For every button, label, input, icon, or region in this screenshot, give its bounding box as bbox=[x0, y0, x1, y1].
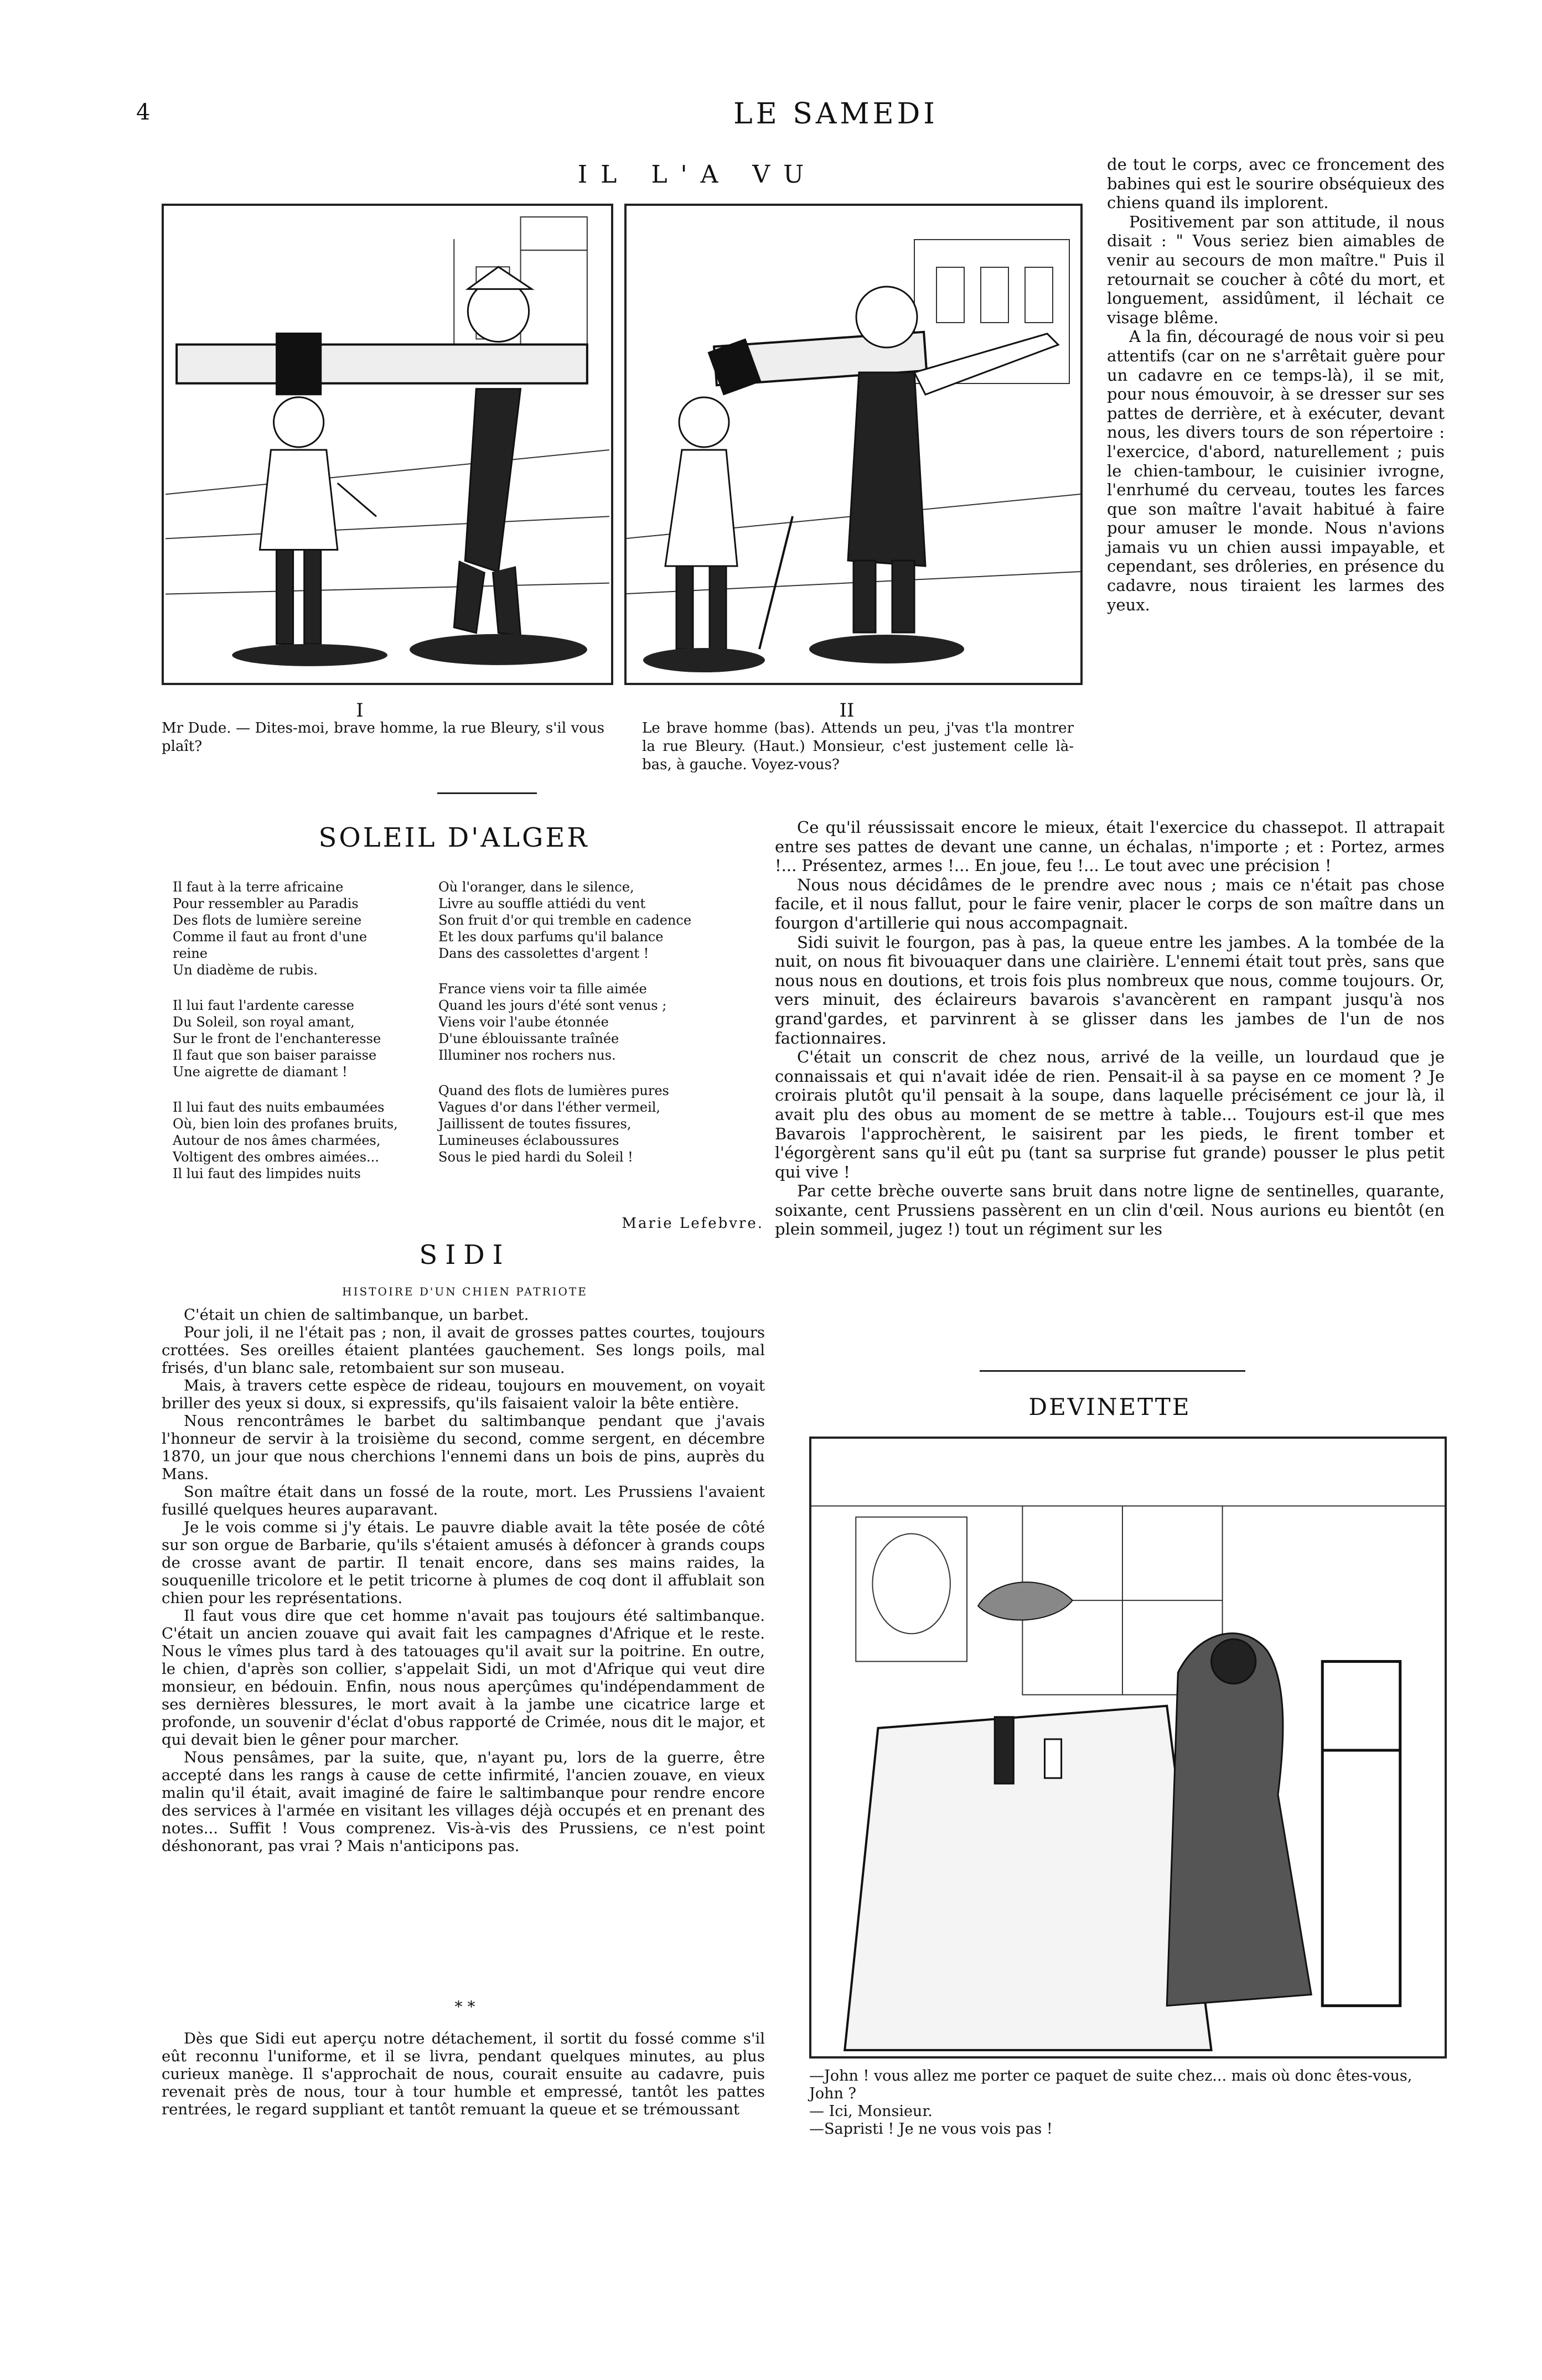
poem-stanza: Il lui faut des nuits embaumées Où, bien loin des profanes bruits, Autour de nos âmes charmées, Voltigent des ombres aimées... Il lui faut des limpides nuits bbox=[173, 1100, 398, 1181]
devinette-title: DEVINETTE bbox=[1028, 1393, 1191, 1420]
sidi-title: SIDI bbox=[419, 1240, 511, 1271]
cartoon-panel-2 bbox=[624, 204, 1083, 685]
soleil-title: SOLEIL D'ALGER bbox=[318, 822, 589, 853]
story-paragraph: C'était un conscrit de chez nous, arrivé de la veille, un lourdaud que je connaissais et qui n'avait idée de rien. Pensait-il à sa payse en ce moment ? Je croirais plutôt qu'il pensait à la soupe, dans laquelle précisément ce jour là, il avait plu des obus au moment de se mettre à table... Toujours est-il que mes Bavarois l'approchèrent, le saisirent par les pieds, le firent tomber et l'égorgèrent sans qu'il eût pu (tant sa surprise fut grande) pousser le plus petit qui vive ! bbox=[775, 1048, 1445, 1181]
poem-stanza: Quand des flots de lumières pures Vagues d'or dans l'éther vermeil, Jaillissent de toutes fissures, Lumineuses éclaboussures Sous le pied hardi du Soleil ! bbox=[438, 1083, 669, 1165]
story-paragraph: Ce qu'il réussissait encore le mieux, était l'exercice du chassepot. Il attrapait entre ses pattes de devant une canne, un échalas, n'importe ; et : Portez, armes !... Présentez, armes !... En joue, feu !... Le tout avec une précision ! bbox=[775, 818, 1445, 875]
panel-1-number: I bbox=[356, 699, 364, 722]
poem-right-column bbox=[438, 879, 748, 1165]
story-paragraph: Son maître était dans un fossé de la route, mort. Les Prussiens l'avaient fusillé quelques heures auparavant. bbox=[162, 1483, 765, 1518]
story-paragraph: de tout le corps, avec ce froncement des babines qui est le sourire obséquieux des chiens quand ils implorent. bbox=[1107, 155, 1445, 212]
story-paragraph: Positivement par son attitude, il nous disait : " Vous seriez bien aimables de venir au secours de mon maître." Puis il retournait se coucher à côté du mort, et longuement, assidûment, il léchait ce visage blême. bbox=[1107, 212, 1445, 327]
divider-line bbox=[437, 792, 537, 794]
sidi-story-left bbox=[162, 1306, 765, 1855]
story-paragraph: Nous nous décidâmes de le prendre avec nous ; mais ce n'était pas chose facile, et il nous fallut, pour le faire venir, placer le corps de son maître dans un fourgon d'artillerie qui nous accompagnait. bbox=[775, 875, 1445, 932]
section-stars: * * bbox=[454, 1998, 475, 2016]
newspaper-title: LE SAMEDI bbox=[733, 97, 938, 131]
story-paragraph: Par cette brèche ouverte sans bruit dans notre ligne de sentinelles, quarante, soixante, cent Prussiens passèrent en un clin d'œil. Nous aurions eu bientôt (en plein sommeil, jugez !) tout un régiment sur les bbox=[775, 1181, 1445, 1239]
poem-stanza: Où l'oranger, dans le silence, Livre au souffle attiédi du vent Son fruit d'or qui tremble en cadence Et les doux parfums qu'il balance Dans des cassolettes d'argent ! bbox=[438, 879, 692, 961]
devinette-caption: —John ! vous allez me porter ce paquet de suite chez... mais où donc êtes-vous, John ? — Ici, Monsieur. —Sapristi ! Je ne vous vois pas ! bbox=[809, 2067, 1412, 2138]
divider-line bbox=[980, 1370, 1245, 1372]
cartoon-illustration-1 bbox=[164, 206, 611, 683]
panel-1-caption: Mr Dude. — Dites-moi, brave homme, la rue Bleury, s'il vous plaît? bbox=[162, 720, 604, 755]
story-paragraph: Nous pensâmes, par la suite, que, n'ayant pu, lors de la guerre, être accepté dans les rangs à cause de cette infirmité, l'ancien zouave, en vieux malin qu'il était, avait imaginé de faire le saltimbanque pour rendre encore des services à l'armée en visitant les villages déjà occupés et en prenant des notes... Suffit ! Vous comprenez. Vis-à-vis des Prussiens, ce n'est point déshonorant, pas vrai ? Mais n'anticipons pas. bbox=[162, 1749, 765, 1855]
poem-stanza: Il faut à la terre africaine Pour ressembler au Paradis Des flots de lumière sereine Comme il faut au front d'une reine Un diadème de rubis. bbox=[173, 879, 368, 978]
panel-2-caption: Le brave homme (bas). Attends un peu, j'vas t'la montrer la rue Bleury. (Haut.) Monsieur, c'est justement celle là-bas, à gauche. Voyez-vous? bbox=[642, 720, 1074, 773]
page-number: 4 bbox=[136, 100, 151, 125]
devinette-drawing bbox=[811, 1439, 1445, 2056]
story-paragraph: Dès que Sidi eut aperçu notre détachement, il sortit du fossé comme s'il eût reconnu l'uniforme, et il se livra, pendant quelques minutes, au plus curieux manège. Il s'approchait de nous, courait ensuite au cadavre, puis revenait près de nous, tour à tour humble et empressé, tantôt les pattes rentrées, le regard suppliant et tantôt remuant la queue et se trémoussant bbox=[162, 2030, 765, 2118]
story-paragraph: A la fin, découragé de nous voir si peu attentifs (car on ne s'arrêtait guère pour un cadavre en ce temps-là), il se mit, pour nous émouvoir, à se dresser sur ses pattes de derrière, et à exécuter, devant nous, les divers tours de son répertoire : l'exercice, d'abord, naturellement ; puis le chien-tambour, le cuisinier ivrogne, l'enrhumé du cerveau, toutes les farces que son maître l'avait habitué à faire pour amuser le monde. Nous n'avions jamais vu un chien aussi impayable, et cependant, ses drôleries, en présence du cadavre, nous tiraient les larmes des yeux. bbox=[1107, 327, 1445, 614]
poem-signature: Marie Lefebvre. bbox=[622, 1215, 764, 1232]
cartoon-title: IL L'A VU bbox=[577, 160, 817, 189]
story-paragraph: Mais, à travers cette espèce de rideau, toujours en mouvement, on voyait briller des yeux si doux, si expressifs, qu'ils faisaient valoir la bête entière. bbox=[162, 1377, 765, 1412]
sidi-story-left-after bbox=[162, 2030, 765, 2118]
cartoon-illustration-2 bbox=[627, 206, 1080, 683]
story-paragraph: Je le vois comme si j'y étais. Le pauvre diable avait la tête posée de côté sur son orgue de Barbarie, qu'ils s'étaient amusés à défoncer à grands coups de crosse avant de partir. Il tenait encore, dans ses mains raides, la souquenille tricolore et le petit tricorne à plumes de coq dont il affublait son chien pour les représentations. bbox=[162, 1518, 765, 1607]
devinette-illustration bbox=[809, 1437, 1447, 2058]
story-paragraph: Sidi suivit le fourgon, pas à pas, la queue entre les jambes. A la tombée de la nuit, on nous fit bivouaquer dans une clairière. L'ennemi était tout près, sans que nous nous en doutions, et trois fois plus nombreux que nous, comme toujours. Or, vers minuit, des éclaireurs bavarois s'avancèrent en rampant jusqu'à nos grand'gardes, et parvinrent à se glisser dans les jambes de l'un de nos factionnaires. bbox=[775, 932, 1445, 1048]
poem-stanza: France viens voir ta fille aimée Quand les jours d'été sont venus ; Viens voir l'aube étonnée D'une éblouissante traînée Illuminer nos rochers nus. bbox=[438, 981, 667, 1063]
story-paragraph: Il faut vous dire que cet homme n'avait pas toujours été saltimbanque. C'était un ancien zouave qui avait fait les campagnes d'Afrique et le reste. Nous le vîmes plus tard à des tatouages qu'il avait sur la poitrine. En outre, le chien, d'après son collier, s'appelait Sidi, un mot d'Afrique qui veut dire monsieur, en bédouin. Enfin, nous nous aperçûmes qu'indépendamment de ses dernières blessures, le mort avait à la jambe une cicatrice large et profonde, un souvenir d'éclat d'obus rapporté de Crimée, nous dit le major, et qui devait bien le gêner pour marcher. bbox=[162, 1607, 765, 1749]
panel-2-number: II bbox=[839, 699, 855, 722]
sidi-subtitle: HISTOIRE D'UN CHIEN PATRIOTE bbox=[342, 1285, 588, 1298]
sidi-story-wide bbox=[775, 818, 1445, 1239]
poem-left-column bbox=[173, 879, 405, 1182]
sidi-story-right-column bbox=[1107, 155, 1445, 614]
cartoon-panel-1 bbox=[162, 204, 613, 685]
story-paragraph: C'était un chien de saltimbanque, un barbet. bbox=[184, 1306, 529, 1324]
story-paragraph: Pour joli, il ne l'était pas ; non, il avait de grosses pattes courtes, toujours crottées. Ses oreilles étaient plantées gauchement. Ses longs poils, mal frisés, d'un blanc sale, retombaient sur son museau. bbox=[162, 1324, 765, 1377]
story-paragraph: Nous rencontrâmes le barbet du saltimbanque pendant que j'avais l'honneur de servir à la troisième du second, comme sergent, en décembre 1870, un jour que nous cherchions l'ennemi dans un bois de pins, auprès du Mans. bbox=[162, 1412, 765, 1483]
poem-stanza: Il lui faut l'ardente caresse Du Soleil, son royal amant, Sur le front de l'enchanteresse Il faut que son baiser paraisse Une aigrette de diamant ! bbox=[173, 998, 381, 1080]
